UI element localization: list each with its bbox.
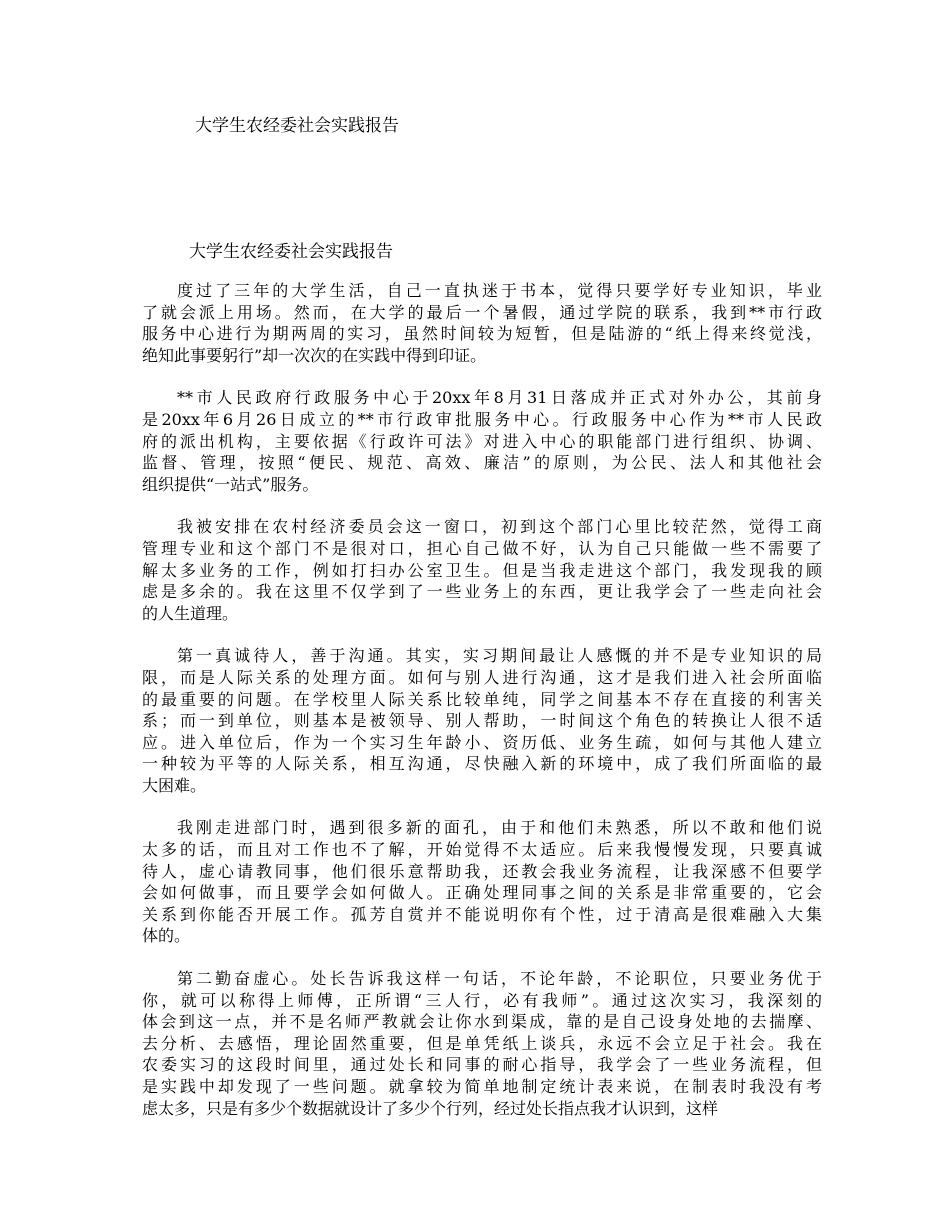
- paragraph-line: 太多的话，而且对工作也不了解，开始觉得不太适应。后来我慢慢发现，只要真诚: [142, 840, 822, 860]
- paragraph-line: 应。进入单位后，作为一个实习生年龄小、资历低、业务生疏，如何与其他人建立: [142, 732, 822, 752]
- paragraph-line: 大困难。: [142, 775, 207, 795]
- paragraph: [142, 387, 822, 495]
- paragraph-line: **市人民政府行政服务中心于20xx年8月31日落成并正式对外办公，其前身: [177, 388, 822, 408]
- paragraph-line: 监督、管理，按照“便民、规范、高效、廉洁”的原则，为公民、法人和其他社会: [142, 453, 822, 473]
- paragraph-line: 第二勤奋虚心。处长告诉我这样一句话，不论年龄，不论职位，只要业务优于: [177, 969, 822, 989]
- paragraph-line: 管理专业和这个部门不是很对口，担心自己做不好，认为自己只能做一些不需要了: [142, 538, 822, 558]
- paragraph-line: 的人生道理。: [142, 603, 239, 623]
- document-body: [142, 280, 822, 1140]
- paragraph-line: 体会到这一点，并不是名师严教就会让你水到渠成，靠的是自己设身处地的去揣摩、: [142, 1012, 822, 1032]
- paragraph-line: 体的。: [142, 926, 191, 946]
- paragraph-line: 服务中心进行为期两周的实习，虽然时间较为短暂，但是陆游的“纸上得来终觉浅，: [142, 324, 822, 344]
- paragraph-line: 去分析、去感悟，理论固然重要，但是单凭纸上谈兵，永远不会立足于社会。我在: [142, 1033, 822, 1053]
- paragraph-line: 待人，虚心请教同事，他们很乐意帮助我，还教会我业务流程，让我深感不但要学: [142, 861, 822, 881]
- paragraph-line: 农委实习的这段时间里，通过处长和同事的耐心指导，我学会了一些业务流程，但: [142, 1055, 822, 1075]
- paragraph-line: 限，而是人际关系的处理方面。如何与别人进行沟通，这才是我们进入社会所面临: [142, 667, 822, 687]
- paragraph: [142, 516, 822, 624]
- paragraph: [142, 645, 822, 796]
- paragraph-line: 关系到你能否开展工作。孤芳自赏并不能说明你有个性，过于清高是很难融入大集: [142, 904, 822, 924]
- paragraph-line: 一种较为平等的人际关系，相互沟通，尽快融入新的环境中，成了我们所面临的最: [142, 754, 822, 774]
- paragraph-line: 我刚走进部门时，遇到很多新的面孔，由于和他们未熟悉，所以不敢和他们说: [177, 818, 822, 838]
- paragraph-line: 你，就可以称得上师傅，正所谓“三人行，必有我师”。通过这次实习，我深刻的: [142, 990, 822, 1010]
- paragraph-line: 解太多业务的工作，例如打扫办公室卫生。但是当我走进这个部门，我发现我的顾: [142, 560, 822, 580]
- paragraph-line: 第一真诚待人，善于沟通。其实，实习期间最让人感慨的并不是专业知识的局: [177, 646, 822, 666]
- paragraph: [142, 280, 822, 366]
- paragraph-line: 虑太多，只是有多少个数据就设计了多少个行列，经过处长指点我才认识到，这样: [142, 1098, 719, 1118]
- paragraph-line: 绝知此事要躬行”却一次次的在实践中得到印证。: [142, 345, 487, 365]
- paragraph-line: 度过了三年的大学生活，自己一直执迷于书本，觉得只要学好专业知识，毕业: [177, 281, 822, 300]
- paragraph-line: 是20xx年6月26日成立的**市行政审批服务中心。行政服务中心作为**市人民政: [142, 409, 822, 429]
- paragraph-line: 了就会派上用场。然而，在大学的最后一个暑假，通过学院的联系，我到**市行政: [142, 302, 822, 322]
- header-title: 大学生农经委社会实践报告: [195, 116, 399, 136]
- paragraph-line: 府的派出机构，主要依据《行政许可法》对进入中心的职能部门进行组织、协调、: [142, 431, 822, 451]
- paragraph-line: 我被安排在农村经济委员会这一窗口，初到这个部门心里比较茫然，觉得工商: [177, 517, 822, 537]
- paragraph: [142, 817, 822, 947]
- paragraph: [142, 968, 822, 1119]
- paragraph-line: 是实践中却发现了一些问题。就拿较为简单地制定统计表来说，在制表时我没有考: [142, 1077, 822, 1096]
- document-title: 大学生农经委社会实践报告: [189, 242, 393, 262]
- paragraph-line: 虑是多余的。我在这里不仅学到了一些业务上的东西，更让我学会了一些走向社会: [142, 582, 822, 602]
- paragraph-line: 组织提供“一站式”服务。: [142, 474, 319, 494]
- paragraph-line: 系；而一到单位，则基本是被领导、别人帮助，一时间这个角色的转换让人很不适: [142, 711, 822, 731]
- paragraph-line: 的最重要的问题。在学校里人际关系比较单纯，同学之间基本不存在直接的利害关: [142, 689, 822, 709]
- paragraph-line: 会如何做事，而且要学会如何做人。正确处理同事之间的关系是非常重要的，它会: [142, 883, 822, 903]
